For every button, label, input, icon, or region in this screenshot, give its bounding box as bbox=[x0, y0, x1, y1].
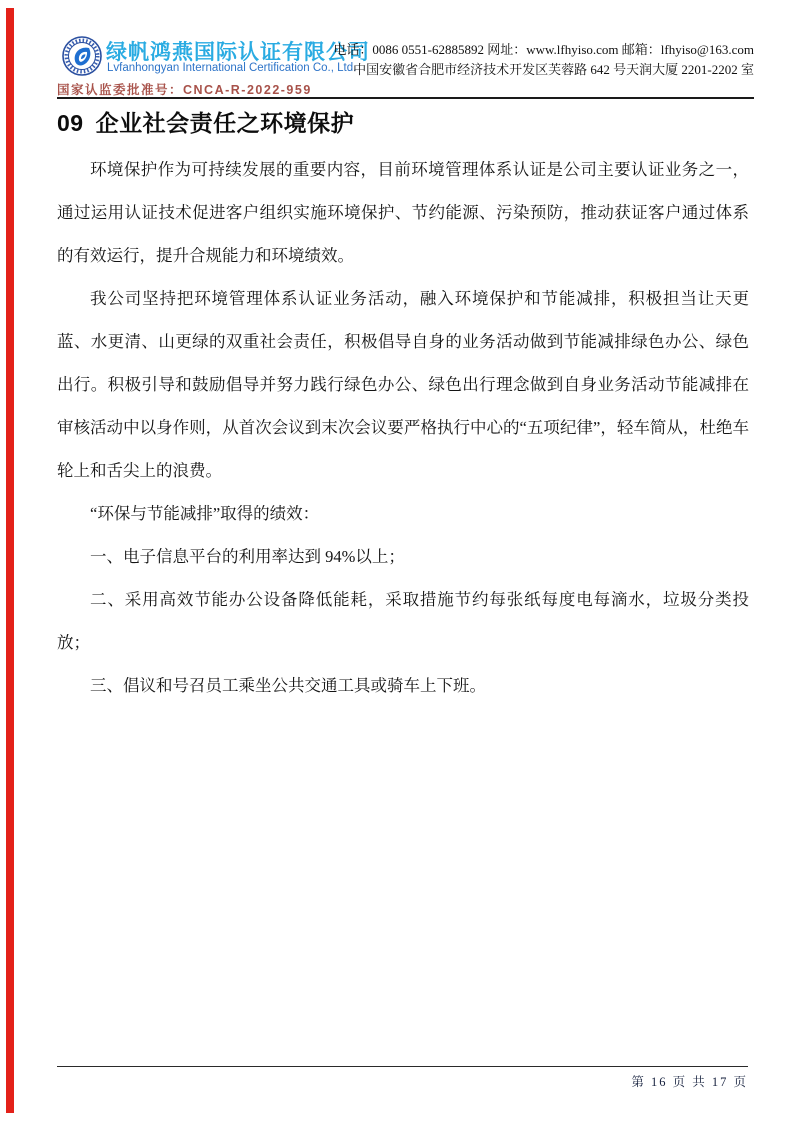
footer-divider bbox=[57, 1066, 748, 1067]
section-title-text: 企业社会责任之环境保护 bbox=[95, 110, 355, 136]
paragraph: “环保与节能减排”取得的绩效： bbox=[90, 504, 320, 523]
page-number: 第 16 页 共 17 页 bbox=[631, 1075, 748, 1089]
document-body bbox=[57, 148, 749, 707]
header-divider bbox=[57, 97, 754, 99]
section-title bbox=[57, 105, 354, 138]
contact-line-phone-web-email: 电话：0086 0551-62885892 网址：www.lfhyiso.com 邮箱：lfhyiso@163.com bbox=[333, 42, 754, 57]
left-red-border bbox=[6, 8, 14, 1113]
list-item: 一、电子信息平台的利用率达到 94%以上； bbox=[90, 547, 405, 566]
accreditation-number: 国家认监委批准号：CNCA-R-2022-959 bbox=[57, 83, 312, 97]
page-header bbox=[0, 0, 794, 100]
company-name-english: Lvfanhongyan International Certification Co., Ltd. bbox=[107, 62, 357, 74]
list-item: 二、采用高效节能办公设备降低能耗，采取措施节约每张纸每度电每滴水，垃圾分类投放； bbox=[57, 590, 749, 652]
company-name: 绿帆鸿燕国际认证有限公司 bbox=[106, 41, 370, 64]
contact-line-address: 中国安徽省合肥市经济技术开发区芙蓉路 642 号天润大厦 2201-2202 室 bbox=[353, 62, 754, 77]
list-item: 三、倡议和号召员工乘坐公共交通工具或骑车上下班。 bbox=[90, 676, 486, 695]
section-number: 09 bbox=[57, 110, 84, 136]
company-logo-icon bbox=[62, 36, 102, 76]
paragraph: 环境保护作为可持续发展的重要内容，目前环境管理体系认证是公司主要认证业务之一，通过运用认证技术促进客户组织实施环境保护、节约能源、污染预防，推动获证客户通过体系的有效运行，提升合规能力和环境绩效。 bbox=[57, 160, 749, 265]
contact-info bbox=[333, 40, 754, 80]
paragraph: 我公司坚持把环境管理体系认证业务活动，融入环境保护和节能减排，积极担当让天更蓝、水更清、山更绿的双重社会责任，积极倡导自身的业务活动做到节能减排绿色办公、绿色出行。积极引导和鼓励倡导并努力践行绿色办公、绿色出行理念做到自身业务活动节能减排在审核活动中以身作则，从首次会议到末次会议要严格执行中心的“五项纪律”，轻车简从，杜绝车轮上和舌尖上的浪费。 bbox=[57, 289, 749, 480]
